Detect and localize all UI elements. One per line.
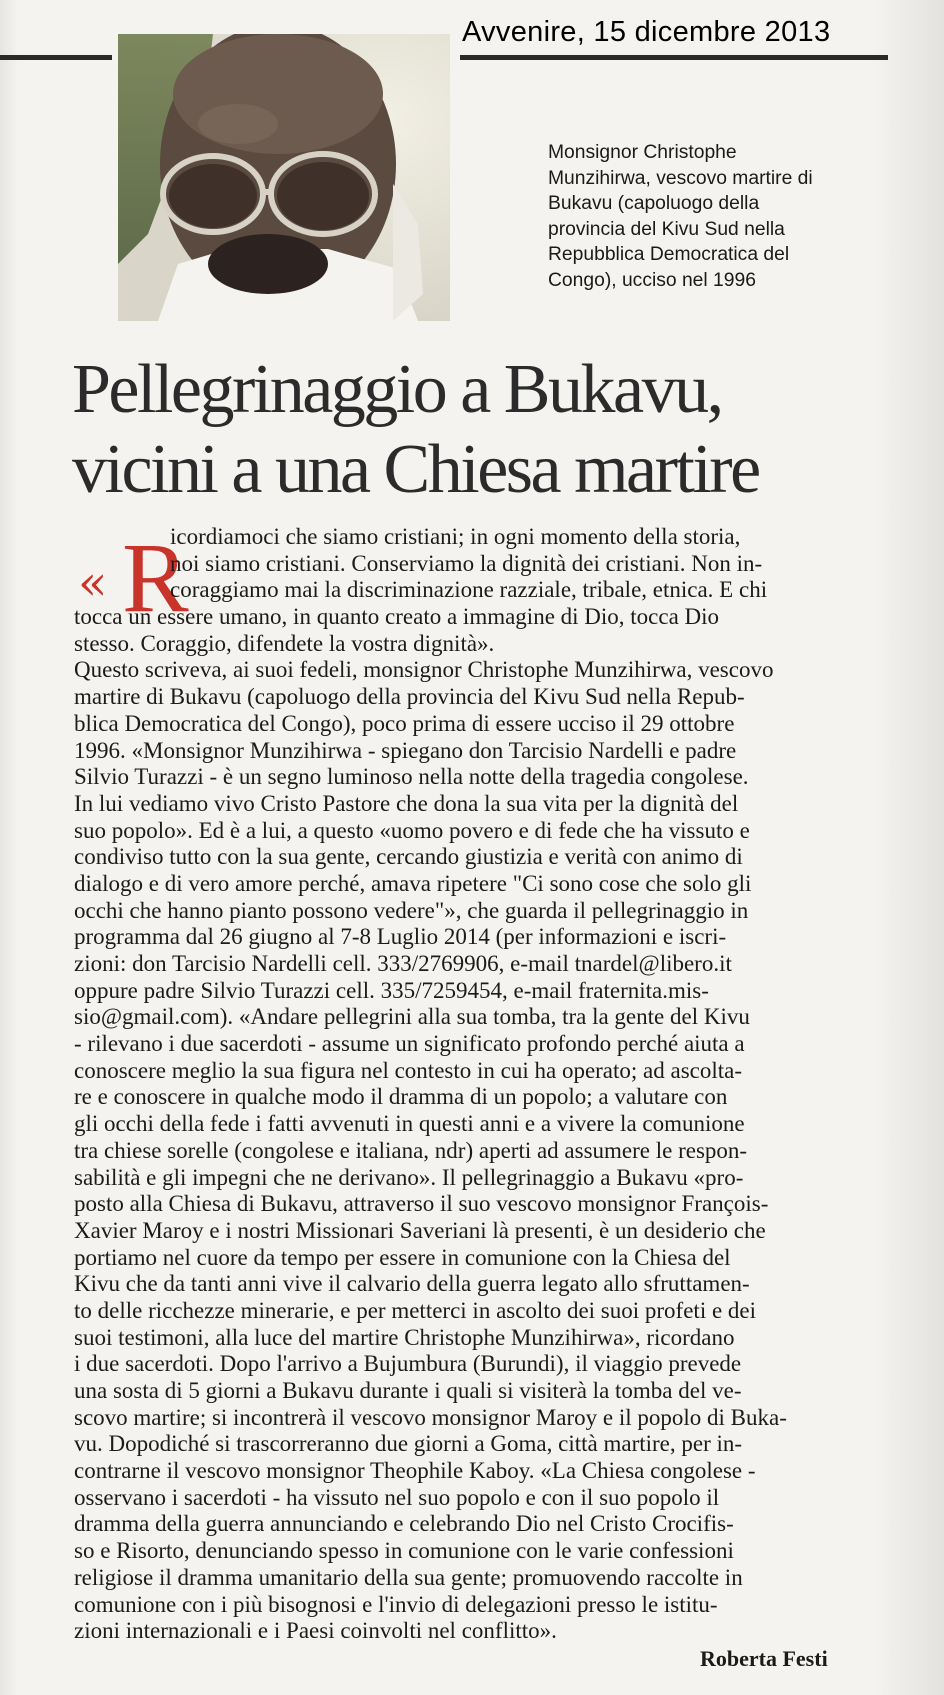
- page-edge-left: [0, 0, 18, 1695]
- caption-line: Bukavu (capoluogo della: [548, 193, 760, 215]
- body-line: oppure padre Silvio Turazzi cell. 335/7259454, e-mail fraternita.mis-: [74, 977, 709, 1003]
- body-line: Questo scriveva, ai suoi fedeli, monsignor Christophe Munzihirwa, vescovo: [74, 657, 774, 683]
- photo-caption: [548, 140, 868, 294]
- body-line: Xavier Maroy e i nostri Missionari Saveriani là presenti, è un desiderio che: [74, 1217, 766, 1243]
- body-line: osservano i sacerdoti - ha vissuto nel suo popolo e con il suo popolo il: [74, 1484, 720, 1510]
- body-line: so e Risorto, denunciando spesso in comunione con le varie confessioni: [74, 1538, 734, 1564]
- body-line: scovo martire; si incontrerà il vescovo monsignor Maroy e il popolo di Buka-: [74, 1404, 787, 1430]
- body-line: condiviso tutto con la sua gente, cercando giustizia e verità con animo di: [74, 844, 743, 870]
- body-line: comunione con i più bisognosi e l'invio di delegazioni presso le istitu-: [74, 1591, 718, 1617]
- body-line: stesso. Coraggio, difendete la vostra dignità».: [74, 630, 495, 656]
- body-line: dramma della guerra annunciando e celebrando Dio nel Cristo Crocifis-: [74, 1511, 734, 1537]
- body-line: re e conoscere in qualche modo il dramma di un popolo; a valutare con: [74, 1084, 728, 1110]
- body-line: contrarne il vescovo monsignor Theophile Kaboy. «La Chiesa congolese -: [74, 1458, 756, 1484]
- body-line: suo popolo». Ed è a lui, a questo «uomo povero e di fede che ha vissuto e: [74, 817, 750, 843]
- body-line: to delle ricchezze minerarie, e per metterci in ascolto dei suoi profeti e dei: [74, 1297, 757, 1323]
- body-line: sabilità e gli impegni che ne derivano». Il pellegrinaggio a Bukavu «pro-: [74, 1164, 744, 1190]
- caption-line: Monsignor Christophe: [548, 142, 737, 163]
- body-line: una sosta di 5 giorni a Bukavu durante i quali si visiterà la tomba del ve-: [74, 1378, 742, 1403]
- body-line: Silvio Turazzi - è un segno luminoso nella notte della tragedia congolese.: [74, 764, 749, 790]
- caption-line: Congo), ucciso nel 1996: [548, 269, 756, 291]
- body-line: dialogo e di vero amore perché, amava ripetere "Ci sono cose che solo gli: [74, 870, 752, 896]
- body-line: portiamo nel cuore da tempo per essere in comunione con la Chiesa del: [74, 1244, 731, 1270]
- body-line: icordiamoci che siamo cristiani; in ogni momento della storia,: [170, 524, 741, 549]
- caption-line: Repubblica Democratica del: [548, 244, 790, 266]
- body-line: vu. Dopodiché si trascorreranno due giorni a Goma, città martire, per in-: [74, 1431, 743, 1457]
- page-edge-right: [874, 0, 944, 1695]
- body-line: coraggiamo mai la discriminazione razziale, tribale, etnica. E chi: [170, 577, 768, 603]
- body-line: In lui vediamo vivo Cristo Pastore che dona la sua vita per la dignità del: [74, 790, 739, 816]
- headline-line-2: vicini a una Chiesa martire: [72, 431, 759, 508]
- body-line: occhi che hanno pianto possono vedere"», che guarda il pellegrinaggio in: [74, 897, 749, 923]
- caption-line: Munzihirwa, vescovo martire di: [548, 167, 813, 189]
- body-line: martire di Bukavu (capoluogo della provincia del Kivu Sud nella Repub-: [74, 684, 745, 710]
- body-line: posto alla Chiesa di Bukavu, attraverso il suo vescovo monsignor François-: [74, 1191, 769, 1217]
- source-label: Avvenire, 15 dicembre 2013: [462, 16, 831, 48]
- body-line: sio@gmail.com). «Andare pellegrini alla sua tomba, tra la gente del Kivu: [74, 1004, 750, 1030]
- body-line: tra chiese sorelle (congolese e italiana, ndr) aperti ad assumere le respon-: [74, 1137, 748, 1163]
- body-line: Kivu che da tanti anni vive il calvario della guerra legato allo sfruttamen-: [74, 1271, 750, 1297]
- body-line: religiose il dramma umanitario della sua gente; promuovendo raccolte in: [74, 1564, 743, 1590]
- body-line: 1996. «Monsignor Munzihirwa - spiegano don Tarcisio Nardelli e padre: [74, 737, 737, 763]
- body-line: gli occhi della fede i fatti avvenuti in questi anni e a vivere la comunione: [74, 1111, 745, 1137]
- drop-cap: R: [122, 522, 189, 633]
- body-line: - rilevano i due sacerdoti - assume un significato profondo perché aiuta a: [74, 1031, 745, 1057]
- body-line: noi siamo cristiani. Conserviamo la dignità dei cristiani. Non in-: [170, 550, 763, 576]
- opening-quote-mark: «: [78, 555, 108, 611]
- body-line: suoi testimoni, alla luce del martire Christophe Munzihirwa», ricordano: [74, 1324, 735, 1350]
- portrait-photo: [118, 34, 450, 321]
- top-rule-left: [0, 55, 112, 60]
- body-line: conoscere meglio la sua figura nel contesto in cui ha operato; ad ascolta-: [74, 1057, 743, 1083]
- portrait-illustration: [118, 34, 450, 321]
- body-line: i due sacerdoti. Dopo l'arrivo a Bujumbura (Burundi), il viaggio prevede: [74, 1351, 742, 1377]
- headline-line-1: Pellegrinaggio a Bukavu,: [72, 351, 722, 428]
- author-byline: Roberta Festi: [700, 1646, 828, 1671]
- article-headline: [72, 350, 892, 510]
- body-line: tocca un essere umano, in quanto creato a immagine di Dio, tocca Dio: [74, 604, 720, 630]
- article-body: [74, 524, 878, 1645]
- body-line: zioni: don Tarcisio Nardelli cell. 333/2769906, e-mail tnardel@libero.it: [74, 951, 732, 976]
- body-line: zioni internazionali e i Paesi coinvolti nel conflitto».: [74, 1618, 557, 1644]
- body-line: programma dal 26 giugno al 7-8 Luglio 2014 (per informazioni e iscri-: [74, 924, 727, 950]
- caption-line: provincia del Kivu Sud nella: [548, 218, 785, 240]
- body-line: blica Democratica del Congo), poco prima di essere ucciso il 29 ottobre: [74, 710, 735, 736]
